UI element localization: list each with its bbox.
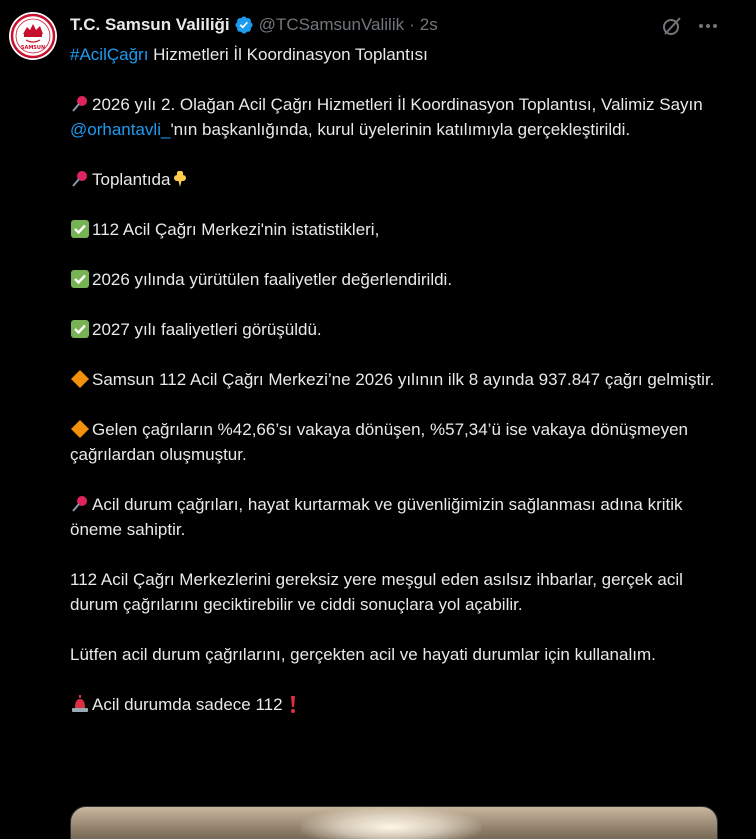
grok-button[interactable] [660,14,684,38]
paragraph-diamond-1: Samsun 112 Acil Çağrı Merkezi’ne 2026 yılının ilk 8 ayında 937.847 çağrı gelmiştir. [70,367,730,392]
orange-diamond-icon [70,419,90,439]
paragraph-diamond-2: Gelen çağrıların %42,66’sı vakaya dönüşen, %57,34’ü ise vakaya dönüşmeyen çağrılardan oluşmuştur. [70,420,693,464]
paragraph-meeting: 2026 yılı 2. Olağan Acil Çağrı Hizmetleri İl Koordinasyon Toplantısı, Valimiz Sayın @orhantavli_'nın başkanlığında, kurul üyelerinin katılımıyla gerçekleştirildi. [70,95,708,139]
tweet-title: #AcilÇağrı Hizmetleri İl Koordinasyon Toplantısı [70,45,428,64]
paragraph-pushpin: Acil durum çağrıları, hayat kurtarmak ve güvenliğimizin sağlanması adına kritik öneme sahiptir. [70,495,688,539]
grok-icon [660,14,684,38]
separator-dot: · [409,15,415,34]
pushpin-icon [70,494,90,514]
author-handle[interactable]: @TCSamsunValilik [258,15,405,34]
check-mark-icon [70,319,90,339]
paragraph-check-2: 2026 yılında yürütülen faaliyetler değerlendirildi. [70,267,730,292]
author-display-name[interactable]: T.C. Samsun Valiliği [70,15,230,34]
pushpin-icon [70,169,90,189]
exclamation-mark-icon [283,694,303,714]
tweet-text [70,42,730,742]
rotating-light-icon [70,694,90,714]
samsun-governorship-seal-icon [9,12,57,60]
paragraph-emergency: Acil durumda sadece 112 [70,692,730,717]
pushpin-icon [70,94,90,114]
orange-diamond-icon [70,369,90,389]
paragraph-request: Lütfen acil durum çağrılarını, gerçekten acil ve hayati durumlar için kullanalım. [70,645,656,664]
check-mark-icon [70,219,90,239]
paragraph-check-1: 112 Acil Çağrı Merkezi'nin istatistikleri, [70,217,730,242]
tweet-timestamp[interactable]: 2s [419,15,438,34]
more-dots-icon [696,14,720,38]
paragraph-check-3: 2027 yılı faaliyetleri görüşüldü. [70,317,730,342]
hashtag-link[interactable]: #AcilÇağrı [70,45,149,64]
paragraph-warning: 112 Acil Çağrı Merkezlerini gereksiz yere meşgul eden asılsız ihbarlar, gerçek acil durum çağrılarını geciktirebilir ve ciddi sonuçlara yol açabilir. [70,570,688,614]
chandelier-light [301,807,481,839]
mention-link[interactable]: @orhantavli_ [70,120,171,139]
check-mark-icon [70,269,90,289]
svg-text:SAMSUN: SAMSUN [20,45,46,51]
tweet-header [70,13,438,37]
paragraph-agenda: Toplantıda [70,167,730,192]
more-options-button[interactable] [696,14,720,38]
verified-badge-icon [234,15,254,35]
tweet-media-image[interactable] [70,806,718,839]
avatar[interactable] [9,12,57,60]
pointing-down-icon [170,169,190,189]
